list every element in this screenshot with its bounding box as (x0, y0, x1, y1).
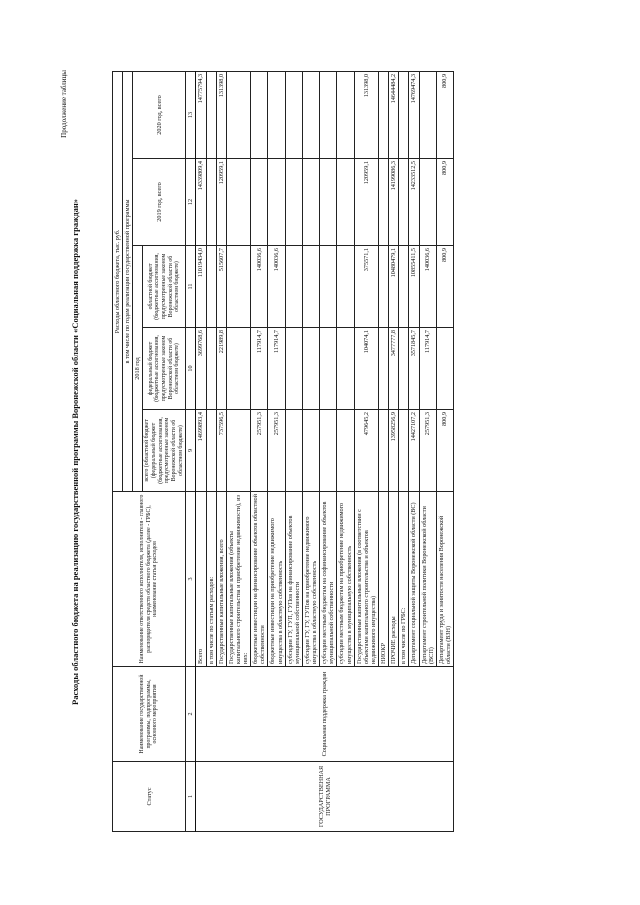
year-2020-cell (337, 71, 354, 158)
year-2019-cell (268, 159, 285, 246)
federal-cell: 3571845,7 (409, 328, 419, 410)
regional-cell (285, 246, 302, 328)
row-label: субсидии местным бюджетам на софинансирование объектов муниципальной собственности (320, 492, 337, 667)
row-label: бюджетные инвестиции на приобретение недвижимого имущества в областную собственность (268, 492, 285, 667)
total-2018-cell: 257951,3 (419, 410, 436, 492)
total-2018-cell (399, 410, 409, 492)
year-2019-cell (399, 159, 409, 246)
status-cell: ГОСУДАРСТВЕННАЯ ПРОГРАММА (196, 762, 454, 832)
regional-cell: 800,9 (436, 246, 453, 328)
regional-cell: 140036,6 (268, 246, 285, 328)
regional-cell: 140036,6 (251, 246, 268, 328)
federal-cell (399, 328, 409, 410)
year-2020-cell: 131398,0 (216, 71, 226, 158)
year-2020-cell (379, 71, 389, 158)
header-by-years: в том числе по годам реализации государственной программы (123, 71, 133, 491)
col-number: 12 (186, 159, 196, 246)
row-label: Всего (196, 492, 206, 667)
year-2020-cell: 14644484,2 (389, 71, 399, 158)
header-year-2018: 2018 год (133, 246, 143, 492)
federal-cell: 117914,7 (268, 328, 285, 410)
federal-cell: 117914,7 (251, 328, 268, 410)
total-2018-cell (206, 410, 216, 492)
header-year-2020: 2020 год, всего (133, 71, 186, 158)
federal-cell (379, 328, 389, 410)
total-2018-cell (379, 410, 389, 492)
header-status: Статус (113, 762, 186, 832)
federal-cell (320, 328, 337, 410)
total-2018-cell: 14699893,4 (196, 410, 206, 492)
total-2018-cell (285, 410, 302, 492)
year-2019-cell: 120959,1 (216, 159, 226, 246)
year-2020-cell (206, 71, 216, 158)
year-2019-cell (320, 159, 337, 246)
total-2018-cell: 14427107,2 (409, 410, 419, 492)
col-number: 3 (186, 492, 196, 667)
federal-cell: 3477777,8 (389, 328, 399, 410)
col-number: 10 (186, 328, 196, 410)
rotated-content (60, 62, 580, 842)
year-2019-cell (379, 159, 389, 246)
total-2018-cell: 257951,3 (251, 410, 268, 492)
regional-cell: 10855411,5 (409, 246, 419, 328)
header-program: Наименование государственной программы, подпрограммы, основного мероприятия (113, 667, 186, 762)
regional-cell: 140036,6 (419, 246, 436, 328)
table-body (196, 71, 454, 831)
regional-cell (399, 246, 409, 328)
col-number: 2 (186, 667, 196, 762)
total-2018-cell (320, 410, 337, 492)
year-2020-cell: 14769474,3 (409, 71, 419, 158)
federal-cell (302, 328, 319, 410)
regional-cell: 515607,7 (216, 246, 226, 328)
row-label: НИОКР (379, 492, 389, 667)
year-2020-cell (268, 71, 285, 158)
regional-cell (320, 246, 337, 328)
regional-cell (379, 246, 389, 328)
federal-cell (436, 328, 453, 410)
col-number: 1 (186, 762, 196, 832)
row-label: ПРОЧИЕ расходы (389, 492, 399, 667)
header-regional: областной бюджет (бюджетные ассигнования, предусмотренные законом Воронежской области об областном бюджете) (143, 246, 186, 328)
header-total-2018: всего (областной бюджет (федеральный бюджет (бюджетные ассигнования, предусмотренные законом Воронежской области об областном бюджете) (143, 410, 186, 492)
total-2018-cell (337, 410, 354, 492)
year-2019-cell (226, 159, 250, 246)
year-2020-cell: 14775794,3 (196, 71, 206, 158)
regional-cell (226, 246, 250, 328)
header-federal: федеральный бюджет (бюджетные ассигнования, предусмотренные законом Воронежской области об областном бюджете) (143, 328, 186, 410)
year-2019-cell: 120959,1 (354, 159, 378, 246)
federal-cell: 221989,8 (216, 328, 226, 410)
year-2020-cell (251, 71, 268, 158)
year-2019-cell: 14339809,4 (196, 159, 206, 246)
year-2020-cell (226, 71, 250, 158)
header-responsible: Наименование ответственного исполнителя, исполнителя - главного распорядителя средств областного бюджета (далее - ГРБС), наименование статьи расходов (113, 492, 186, 667)
row-label: Департамент строительной политики Воронежской области (ВСП) (419, 492, 436, 667)
total-2018-cell: 479645,2 (354, 410, 378, 492)
row-label: субсидии ГУ, ГУП, ГУПов на финансирование объектов муниципальной собственности (285, 492, 302, 667)
year-2020-cell: 131398,0 (354, 71, 378, 158)
table-row (196, 71, 206, 831)
header-expenses: Расходы областного бюджета, тыс. руб. (113, 71, 123, 491)
expenses-table (112, 71, 454, 832)
year-2020-cell: 800,9 (436, 71, 453, 158)
year-2020-cell (285, 71, 302, 158)
year-2019-cell (337, 159, 354, 246)
federal-cell (206, 328, 216, 410)
year-2019-cell (206, 159, 216, 246)
program-cell: Социальная поддержка граждан (196, 667, 454, 762)
row-label: субсидии ГУ, ГУ, ГУПов на приобретение недвижимого имущества в областную собственность (302, 492, 319, 667)
year-2020-cell (320, 71, 337, 158)
federal-cell (285, 328, 302, 410)
total-2018-cell: 257951,3 (268, 410, 285, 492)
year-2019-cell: 800,9 (436, 159, 453, 246)
regional-cell: 11019434,0 (196, 246, 206, 328)
regional-cell: 375571,1 (354, 246, 378, 328)
year-2019-cell (285, 159, 302, 246)
total-2018-cell (302, 410, 319, 492)
year-2019-cell: 14233512,5 (409, 159, 419, 246)
col-number: 9 (186, 410, 196, 492)
col-number: 11 (186, 246, 196, 328)
federal-cell: 117914,7 (419, 328, 436, 410)
row-label: Департамент труда и занятости населения Воронежской области (ВЗН) (436, 492, 453, 667)
total-2018-cell: 737596,5 (216, 410, 226, 492)
year-2019-cell: 14199086,3 (389, 159, 399, 246)
row-label: Государственные капитальные вложения (в соответствии с объектами капитального строительства и объектов недвижимого имущества) (354, 492, 378, 667)
year-2020-cell (399, 71, 409, 158)
regional-cell (206, 246, 216, 328)
row-label: в том числе по статьям расходов: (206, 492, 216, 667)
row-label: Государственные капитальные вложения (объекты капитального строительства и приобретение недвижимости), из них: (226, 492, 250, 667)
row-label: бюджетные инвестиции на финансирование объектов областной собственности (251, 492, 268, 667)
col-number: 13 (186, 71, 196, 158)
row-label: Государственные капитальные вложения, всего (216, 492, 226, 667)
document-title: Расходы областного бюджета на реализацию государственной программы Воронежской области «Социальная поддержка граждан» (70, 199, 80, 705)
year-2019-cell (251, 159, 268, 246)
total-2018-cell: 13958256,9 (389, 410, 399, 492)
year-2020-cell (419, 71, 436, 158)
header-year-2019: 2019 год, всего (133, 159, 186, 246)
year-2019-cell (302, 159, 319, 246)
row-label: Департамент социальной защиты Воронежской области (ВС) (409, 492, 419, 667)
continuation-note: Продолжение таблицы (60, 70, 68, 138)
federal-cell: 3699768,6 (196, 328, 206, 410)
row-label: в том числе по ГРБС: (399, 492, 409, 667)
federal-cell: 104074,1 (354, 328, 378, 410)
regional-cell (302, 246, 319, 328)
row-label: субсидии местным бюджетам на приобретение недвижимого имущества в муниципальную собственность (337, 492, 354, 667)
total-2018-cell (226, 410, 250, 492)
regional-cell: 10480479,1 (389, 246, 399, 328)
federal-cell (226, 328, 250, 410)
year-2019-cell (419, 159, 436, 246)
federal-cell (337, 328, 354, 410)
year-2020-cell (302, 71, 319, 158)
regional-cell (337, 246, 354, 328)
total-2018-cell: 800,9 (436, 410, 453, 492)
